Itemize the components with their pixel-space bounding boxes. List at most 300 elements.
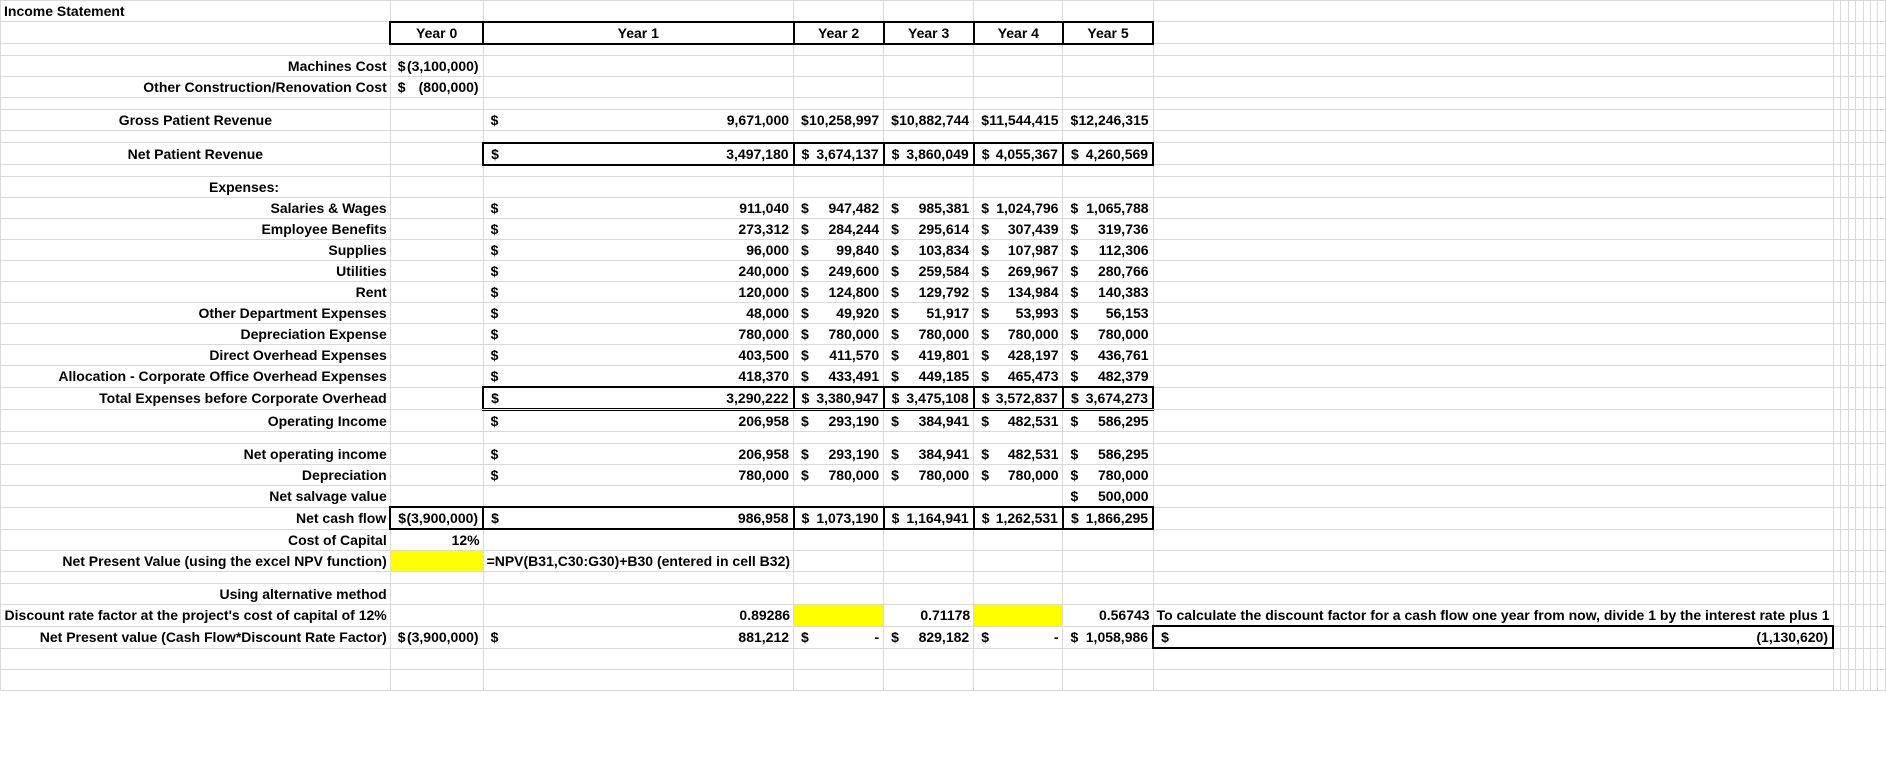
cell[interactable] [1856,110,1863,131]
cell[interactable] [794,44,884,56]
row-label[interactable]: Discount rate factor at the project's cost of capital of 12% [1,605,391,627]
amount-cell[interactable] [974,626,1063,648]
row-label[interactable]: Employee Benefits [1,219,391,240]
cell[interactable] [974,551,1063,572]
cell[interactable] [1841,507,1848,529]
cell[interactable] [1878,219,1886,240]
cell[interactable] [1871,387,1878,410]
cell[interactable] [1841,584,1848,605]
cell[interactable] [1848,282,1855,303]
amount-cell[interactable] [974,282,1063,303]
cell[interactable] [1153,177,1833,198]
cell[interactable] [1871,410,1878,432]
cell[interactable] [1848,507,1855,529]
cell[interactable] [1833,261,1841,282]
cell[interactable] [1863,1,1870,22]
cell[interactable] [1848,551,1855,572]
cell[interactable] [1878,507,1886,529]
cell[interactable] [794,56,884,77]
cell[interactable] [1848,131,1855,143]
cell[interactable] [794,529,884,551]
amount-cell[interactable] [794,110,884,131]
cell[interactable] [1878,303,1886,324]
cell[interactable] [1871,110,1878,131]
cell[interactable] [390,198,483,219]
cell[interactable] [390,465,483,486]
cell[interactable] [794,572,884,584]
formula-note[interactable]: =NPV(B31,C30:G30)+B30 (entered in cell B32) [483,551,793,572]
cell[interactable] [974,648,1063,669]
amount-cell[interactable] [483,240,793,261]
cell[interactable] [1871,165,1878,177]
cell[interactable] [1871,98,1878,110]
cell[interactable] [794,131,884,143]
cell[interactable] [1863,410,1870,432]
cell[interactable] [1841,324,1848,345]
cell[interactable] [1153,572,1833,584]
cell[interactable] [1833,324,1841,345]
amount-cell[interactable] [884,261,974,282]
cell[interactable] [1153,387,1833,410]
cell[interactable] [1856,444,1863,465]
cell[interactable] [1871,44,1878,56]
cell[interactable] [1063,1,1153,22]
cell[interactable] [1833,198,1841,219]
cell[interactable] [1863,648,1870,669]
cell[interactable] [1841,44,1848,56]
amount-cell[interactable] [1063,366,1153,388]
cell[interactable] [1863,669,1870,690]
cell[interactable] [1848,44,1855,56]
cell[interactable] [390,1,483,22]
cell[interactable] [884,551,974,572]
cell[interactable] [390,572,483,584]
cell[interactable] [1841,240,1848,261]
cell[interactable] [1863,56,1870,77]
cell[interactable] [1863,584,1870,605]
amount-cell[interactable] [794,198,884,219]
row-label[interactable]: Total Expenses before Corporate Overhead [1,387,391,410]
cell[interactable] [1063,77,1153,98]
cell[interactable] [1833,387,1841,410]
cell[interactable] [1863,110,1870,131]
amount-cell[interactable] [794,282,884,303]
discount-factor[interactable]: 0.89286 [483,605,793,627]
cell[interactable] [794,584,884,605]
row-label[interactable]: Supplies [1,240,391,261]
cell[interactable] [1871,529,1878,551]
cell[interactable] [1848,572,1855,584]
cell[interactable] [1856,98,1863,110]
cell[interactable] [1863,345,1870,366]
cell[interactable] [1856,486,1863,508]
cell[interactable] [1063,551,1153,572]
cell[interactable] [1841,410,1848,432]
cell[interactable] [1848,605,1855,627]
cell[interactable] [1841,366,1848,388]
cell[interactable] [1833,605,1841,627]
cell[interactable] [1871,507,1878,529]
cell[interactable] [1878,198,1886,219]
cell[interactable] [390,366,483,388]
cell[interactable] [1856,22,1863,44]
amount-cell[interactable] [974,345,1063,366]
cell[interactable] [1848,529,1855,551]
cell[interactable] [1856,165,1863,177]
row-label[interactable]: Other Construction/Renovation Cost [1,77,391,98]
cell[interactable] [1841,198,1848,219]
cell[interactable] [1863,529,1870,551]
cell[interactable] [1856,529,1863,551]
cell[interactable] [1871,282,1878,303]
cell[interactable] [1153,56,1833,77]
cell[interactable] [1871,1,1878,22]
cell[interactable] [1153,507,1833,529]
cell[interactable] [1863,198,1870,219]
cell[interactable] [1863,44,1870,56]
row-label[interactable]: Net salvage value [1,486,391,508]
cell[interactable] [1063,669,1153,690]
cell[interactable] [1841,669,1848,690]
npv-input-cell[interactable] [390,551,483,572]
cell[interactable] [1833,410,1841,432]
amount-cell[interactable] [974,110,1063,131]
cell[interactable] [1848,98,1855,110]
sheet-title[interactable]: Income Statement [1,1,391,22]
cell[interactable] [390,432,483,444]
cell[interactable] [1871,465,1878,486]
cell[interactable] [390,444,483,465]
cell[interactable] [1878,1,1886,22]
cell[interactable] [1063,165,1153,177]
cell[interactable] [483,56,793,77]
row-label[interactable]: Cost of Capital [1,529,391,551]
cell[interactable] [483,131,793,143]
cell[interactable] [1841,1,1848,22]
cell[interactable] [1878,143,1886,165]
cell[interactable] [1,669,391,690]
cell[interactable] [1833,584,1841,605]
cell[interactable] [1841,56,1848,77]
cell[interactable] [1856,387,1863,410]
cell[interactable] [1848,465,1855,486]
cell[interactable] [1863,303,1870,324]
cell[interactable] [1848,303,1855,324]
cell[interactable] [1841,282,1848,303]
cell[interactable] [1863,387,1870,410]
cell[interactable] [1871,303,1878,324]
cell[interactable] [884,177,974,198]
amount-cell[interactable] [1063,324,1153,345]
cell[interactable] [1153,529,1833,551]
cell[interactable] [1863,432,1870,444]
cell[interactable] [1871,22,1878,44]
cell[interactable] [1841,131,1848,143]
cell[interactable] [390,131,483,143]
row-label[interactable]: Rent [1,282,391,303]
cell[interactable] [1833,1,1841,22]
amount-cell[interactable] [974,219,1063,240]
cell[interactable] [794,432,884,444]
cell[interactable] [1871,240,1878,261]
amount-cell[interactable] [794,219,884,240]
amount-cell[interactable] [1063,486,1153,508]
cell[interactable] [1833,465,1841,486]
cell[interactable] [974,177,1063,198]
cell[interactable] [1856,605,1863,627]
amount-cell[interactable] [884,465,974,486]
cell[interactable] [390,584,483,605]
cell[interactable] [1848,345,1855,366]
amount-cell[interactable] [974,303,1063,324]
cell[interactable] [1841,219,1848,240]
cell[interactable] [1063,44,1153,56]
cell[interactable] [1841,626,1848,648]
cell[interactable] [974,486,1063,508]
cell[interactable] [1063,98,1153,110]
cell[interactable] [1871,486,1878,508]
cell[interactable] [1878,669,1886,690]
cell[interactable] [794,177,884,198]
cell[interactable] [1833,177,1841,198]
cell[interactable] [884,77,974,98]
cell[interactable] [1153,584,1833,605]
amount-cell[interactable] [1063,626,1153,648]
cell[interactable] [1856,131,1863,143]
cell[interactable] [1856,177,1863,198]
amount-cell[interactable] [794,465,884,486]
cell[interactable] [1833,165,1841,177]
row-label[interactable]: Gross Patient Revenue [1,110,391,131]
amount-cell[interactable] [884,219,974,240]
cell[interactable] [1856,1,1863,22]
cell[interactable] [1848,77,1855,98]
cell[interactable] [974,1,1063,22]
cell[interactable] [483,44,793,56]
cell[interactable] [1848,177,1855,198]
cell[interactable] [1841,387,1848,410]
cell[interactable] [1833,282,1841,303]
cell[interactable] [1833,444,1841,465]
cell[interactable] [1848,669,1855,690]
cell[interactable] [1153,44,1833,56]
cell[interactable] [1878,324,1886,345]
cell[interactable] [1848,444,1855,465]
cell[interactable] [390,98,483,110]
row-label[interactable]: Allocation - Corporate Office Overhead Expenses [1,366,391,388]
cell[interactable] [1841,98,1848,110]
cell[interactable] [1863,177,1870,198]
cell[interactable] [1153,551,1833,572]
amount-cell[interactable] [884,240,974,261]
cell[interactable] [1841,143,1848,165]
cell[interactable] [1063,432,1153,444]
cell[interactable] [1871,605,1878,627]
row-label[interactable]: Other Department Expenses [1,303,391,324]
cell[interactable] [1153,131,1833,143]
amount-cell[interactable] [1063,240,1153,261]
amount-cell[interactable] [483,345,793,366]
cell[interactable] [974,131,1063,143]
amount-cell[interactable] [794,507,884,529]
amount-cell[interactable] [1063,143,1153,165]
amount-cell[interactable] [884,303,974,324]
amount-cell[interactable] [884,324,974,345]
cell[interactable] [1833,626,1841,648]
year-header[interactable]: Year 4 [974,22,1063,44]
cell[interactable] [1153,110,1833,131]
cell[interactable] [1871,572,1878,584]
amount-cell[interactable] [483,261,793,282]
cell[interactable] [1841,551,1848,572]
cell[interactable] [794,165,884,177]
amount-cell[interactable] [1063,387,1153,410]
cell[interactable] [1153,486,1833,508]
cell[interactable] [1153,303,1833,324]
amount-cell[interactable] [483,444,793,465]
cell[interactable] [1871,131,1878,143]
cell[interactable] [1848,143,1855,165]
cell[interactable] [1871,198,1878,219]
cell[interactable] [794,486,884,508]
cell[interactable] [1856,219,1863,240]
cell[interactable] [390,110,483,131]
amount-cell[interactable] [794,410,884,432]
cell[interactable] [1063,177,1153,198]
row-label[interactable]: Utilities [1,261,391,282]
cell[interactable] [1878,44,1886,56]
cell[interactable] [1841,110,1848,131]
amount-cell[interactable] [1063,410,1153,432]
cell[interactable] [1848,410,1855,432]
cell[interactable] [974,98,1063,110]
cell[interactable] [794,551,884,572]
cell[interactable] [390,669,483,690]
cell[interactable] [1871,324,1878,345]
cell[interactable] [1833,345,1841,366]
amount-cell[interactable] [1063,110,1153,131]
amount-cell[interactable] [794,303,884,324]
cell[interactable] [1153,165,1833,177]
amount-cell[interactable] [483,110,793,131]
cell[interactable] [1863,324,1870,345]
cell[interactable] [1856,410,1863,432]
cell[interactable] [1878,626,1886,648]
cell[interactable] [1841,529,1848,551]
cell[interactable] [1833,44,1841,56]
cell[interactable] [974,77,1063,98]
cell[interactable] [1856,77,1863,98]
cell[interactable] [1833,551,1841,572]
cell[interactable] [1871,56,1878,77]
cell[interactable] [884,669,974,690]
cell[interactable] [1871,551,1878,572]
cell[interactable] [884,584,974,605]
amount-cell[interactable] [974,410,1063,432]
amount-cell[interactable] [974,465,1063,486]
cell[interactable] [1878,77,1886,98]
cell[interactable] [1841,486,1848,508]
cell[interactable] [1856,198,1863,219]
row-label[interactable]: Machines Cost [1,56,391,77]
cell[interactable] [1871,366,1878,388]
cell[interactable] [1856,584,1863,605]
cell[interactable] [1848,366,1855,388]
cell[interactable] [1863,165,1870,177]
amount-cell[interactable] [974,366,1063,388]
amount-cell[interactable] [1063,282,1153,303]
cell[interactable] [483,177,793,198]
cell[interactable] [1871,77,1878,98]
cell[interactable] [1841,77,1848,98]
cell[interactable] [1833,56,1841,77]
cell[interactable] [1841,177,1848,198]
cell[interactable] [1856,432,1863,444]
amount-cell[interactable] [390,626,483,648]
cell[interactable] [1848,1,1855,22]
cell[interactable] [1871,432,1878,444]
cell[interactable] [1833,143,1841,165]
cell[interactable] [1848,261,1855,282]
npv-total-cell[interactable] [1153,626,1833,648]
cell[interactable] [390,44,483,56]
cell[interactable] [1153,432,1833,444]
amount-cell[interactable] [794,143,884,165]
amount-cell[interactable] [884,387,974,410]
cell[interactable] [1878,110,1886,131]
row-label[interactable]: Net operating income [1,444,391,465]
cell[interactable] [1871,669,1878,690]
cell[interactable] [1863,486,1870,508]
cell[interactable] [794,669,884,690]
amount-cell[interactable] [483,219,793,240]
year-header[interactable]: Year 5 [1063,22,1153,44]
cell[interactable] [1878,465,1886,486]
cell[interactable] [1153,77,1833,98]
cell[interactable] [1878,529,1886,551]
cell[interactable] [1848,22,1855,44]
cell[interactable] [1856,551,1863,572]
cell[interactable] [483,584,793,605]
row-label[interactable]: Depreciation [1,465,391,486]
row-label[interactable]: Net Present value (Cash Flow*Discount Rate Factor) [1,626,391,648]
cell[interactable] [1856,669,1863,690]
cell[interactable] [483,529,793,551]
cell[interactable] [1863,551,1870,572]
cell[interactable] [1848,56,1855,77]
amount-cell[interactable] [794,240,884,261]
cell[interactable] [1863,465,1870,486]
cell[interactable] [1856,507,1863,529]
year-header[interactable]: Year 0 [390,22,483,44]
amount-cell[interactable] [974,444,1063,465]
cell[interactable] [884,44,974,56]
cell[interactable] [1863,219,1870,240]
cell[interactable] [1,22,391,44]
amount-cell[interactable] [794,366,884,388]
discount-note[interactable]: To calculate the discount factor for a cash flow one year from now, divide 1 by the interest rate plus 1 [1153,605,1833,627]
cell[interactable] [1848,110,1855,131]
cell[interactable] [1856,345,1863,366]
cell[interactable] [1848,432,1855,444]
cell[interactable] [1878,410,1886,432]
cell[interactable] [1848,219,1855,240]
amount-cell[interactable] [1063,219,1153,240]
amount-cell[interactable] [483,465,793,486]
cell[interactable] [1863,98,1870,110]
cell[interactable] [1153,648,1833,669]
cell[interactable] [1878,584,1886,605]
